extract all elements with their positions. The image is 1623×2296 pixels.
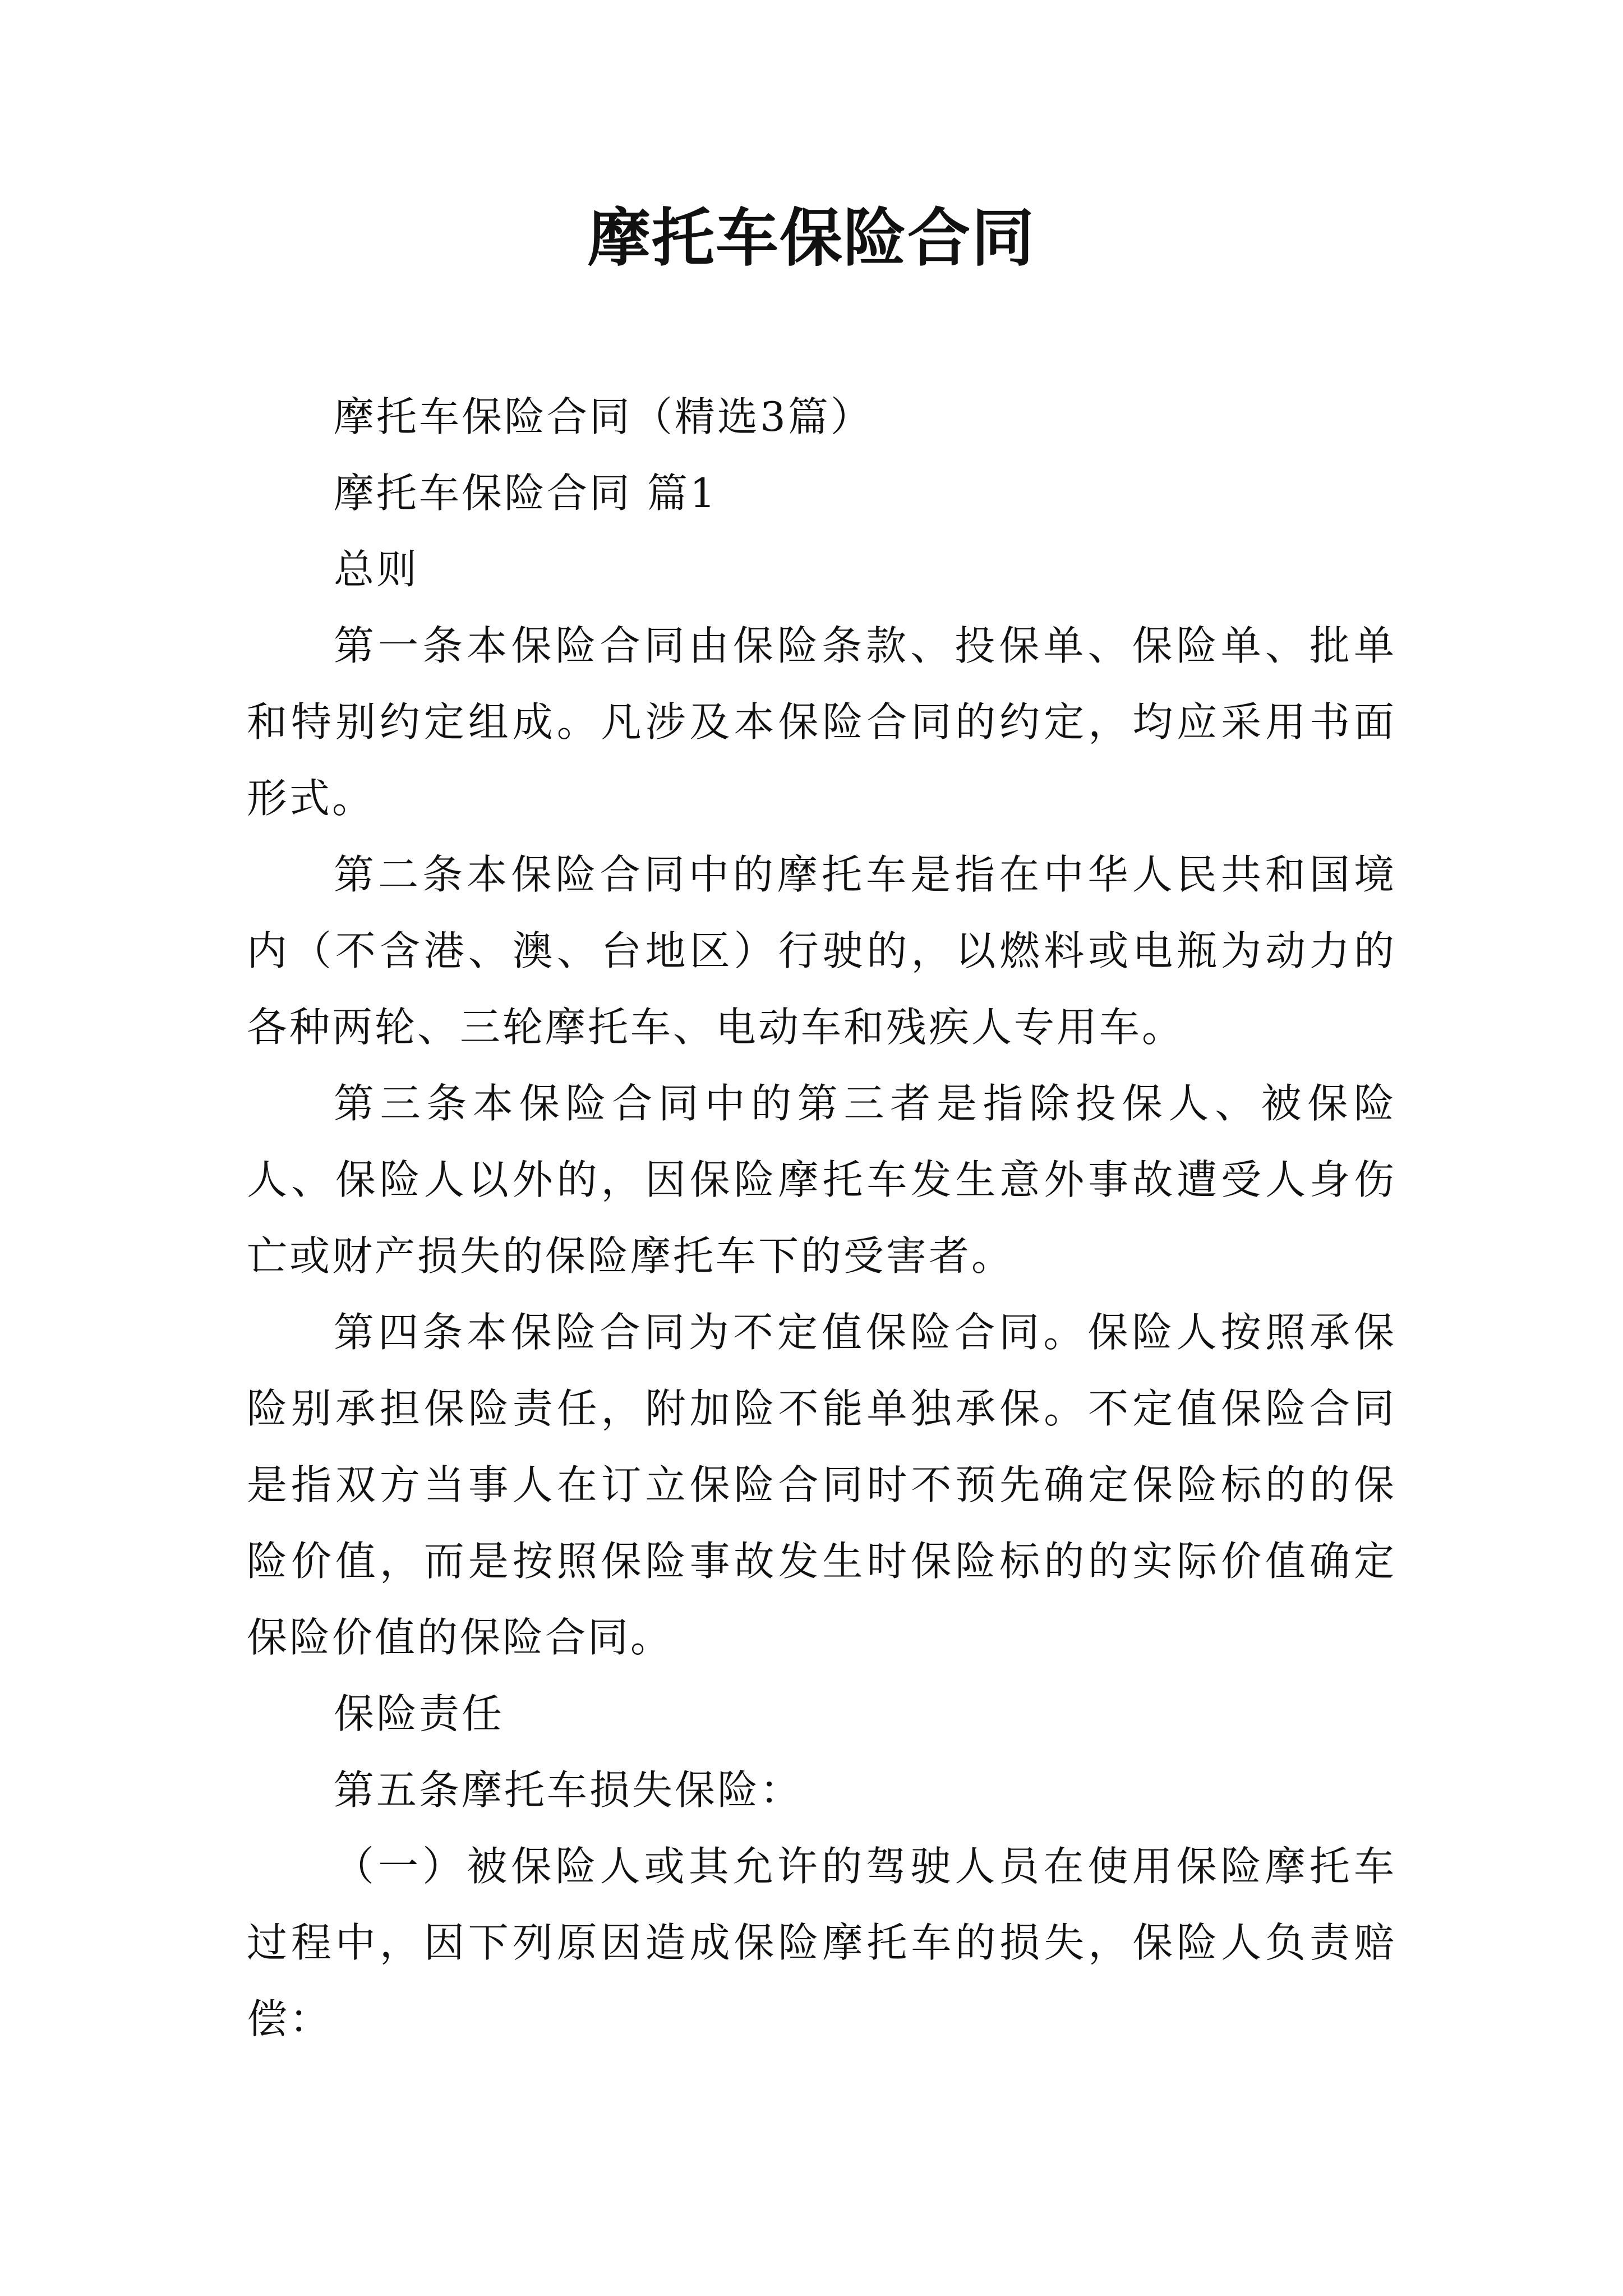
- section-heading: 摩托车保险合同 篇1: [334, 470, 718, 517]
- body-paragraph: 第二条本保险合同中的摩托车是指在中华人民共和国境内（不含港、澳、台地区）行驶的，以燃料或电瓶为动力的各种两轮、三轮摩托车、电动车和残疾人专用车。: [247, 851, 1396, 1051]
- body-paragraph: 第三条本保险合同中的第三者是指除投保人、被保险人、保险人以外的，因保险摩托车发生意外事故遭受人身伤亡或财产损失的保险摩托车下的受害者。: [247, 1080, 1396, 1280]
- section-heading: 总则: [334, 546, 419, 593]
- body-paragraph: 第四条本保险合同为不定值保险合同。保险人按照承保险别承担保险责任，附加险不能单独承保。不定值保险合同是指双方当事人在订立保险合同时不预先确定保险标的的保险价值，而是按照保险事故发生时保险标的的实际价值确定保险价值的保险合同。: [247, 1309, 1396, 1661]
- document-title: 摩托车保险合同: [588, 202, 1035, 275]
- body-paragraph: 第一条本保险合同由保险条款、投保单、保险单、批单和特别约定组成。凡涉及本保险合同的约定，均应采用书面形式。: [247, 622, 1396, 822]
- section-heading: 保险责任: [334, 1690, 505, 1737]
- subtitle-paragraph: 摩托车保险合同（精选3篇）: [334, 393, 873, 440]
- document-body: [247, 379, 1396, 2057]
- body-paragraph: 第五条摩托车损失保险：: [334, 1766, 803, 1814]
- body-paragraph: （一）被保险人或其允许的驾驶人员在使用保险摩托车过程中，因下列原因造成保险摩托车的损失，保险人负责赔偿：: [247, 1843, 1396, 2042]
